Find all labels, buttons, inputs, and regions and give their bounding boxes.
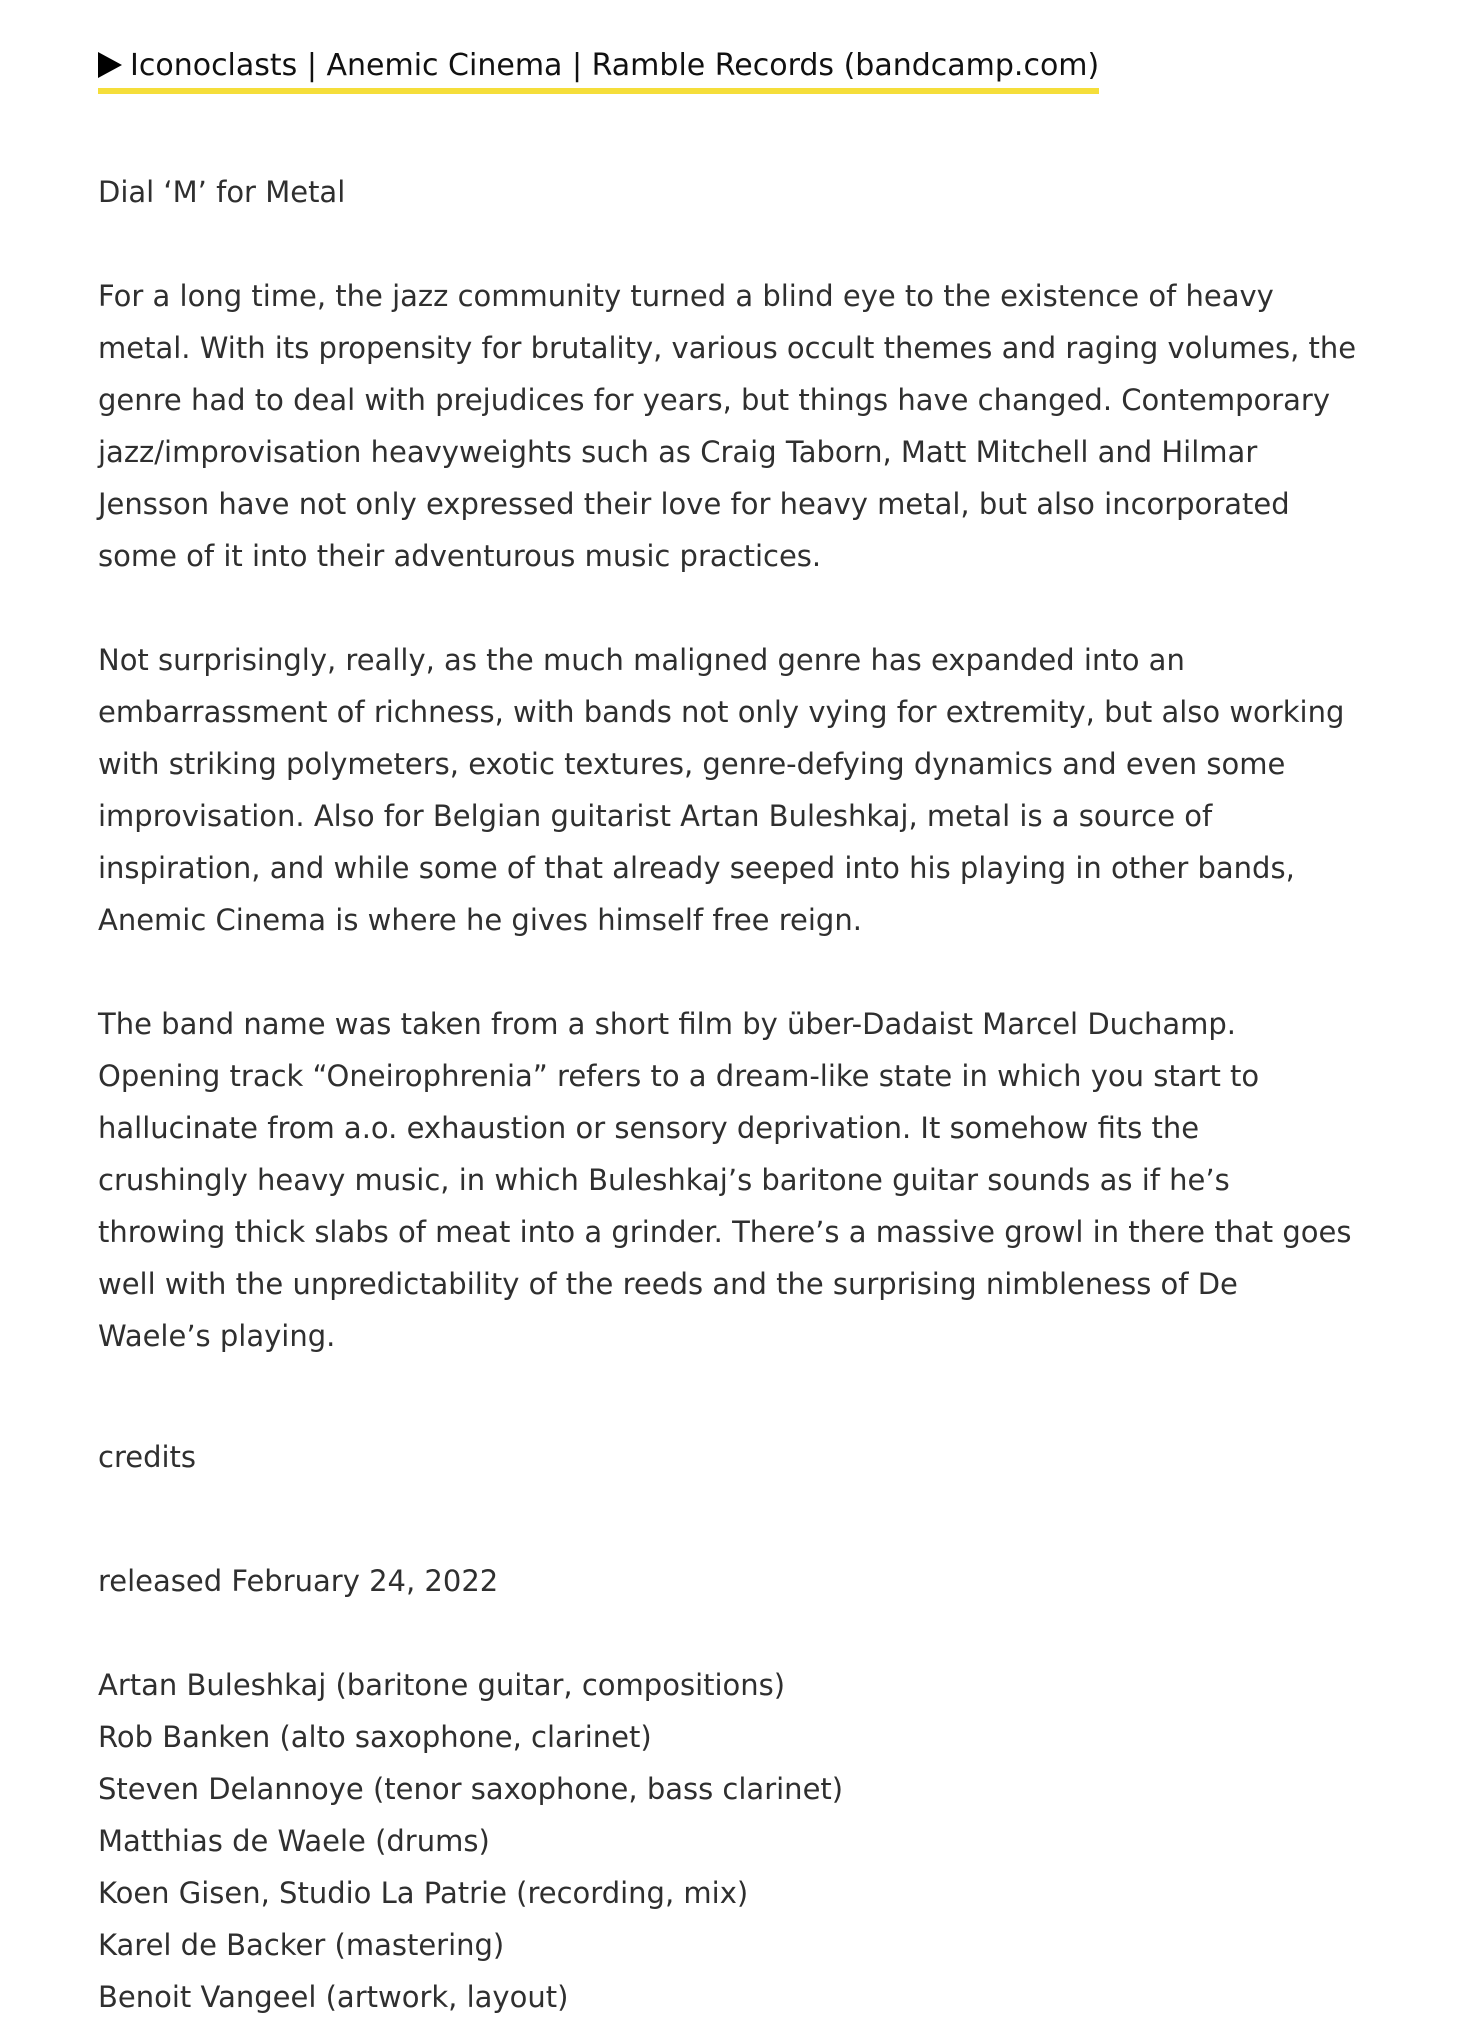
- credit-item: Steven Delannoye (tenor saxophone, bass clarinet): [98, 1772, 844, 1806]
- bandcamp-link[interactable]: [98, 44, 1099, 94]
- credits-list: [98, 1659, 1358, 2023]
- credit-item: Matthias de Waele (drums): [98, 1824, 490, 1858]
- article-paragraph: For a long time, the jazz community turned a blind eye to the existence of heavy metal. With its propensity for brutality, various occult themes and raging volumes, the genre had to deal with prejudices for years, but things have changed. Contemporary jazz/improvisation heavyweights such as Craig Taborn, Matt Mitchell and Hilmar Jensson have not only expressed their love for heavy metal, but also incorporated some of it into their adventurous music practices.: [98, 279, 1357, 573]
- article-subtitle: Dial ‘M’ for Metal: [98, 175, 346, 209]
- credit-item: Karel de Backer (mastering): [98, 1928, 505, 1962]
- article-paragraph: The band name was taken from a short film by über-Dadaist Marcel Duchamp. Opening track “Oneirophrenia” refers to a dream-like state in which you start to hallucinate from a.o. exhaustion or sensory deprivation. It somehow fits the crushingly heavy music, in which Buleshkaj’s baritone guitar sounds as if he’s throwing thick slabs of meat into a grinder. There’s a massive growl in there that goes well with the unpredictability of the reeds and the surprising nimbleness of De Waele’s playing.: [98, 1007, 1352, 1353]
- article-paragraph: Not surprisingly, really, as the much maligned genre has expanded into an embarrassment of richness, with bands not only vying for extremity, but also working with striking polymeters, exotic textures, genre-defying dynamics and even some improvisation. Also for Belgian guitarist Artan Buleshkaj, metal is a source of inspiration, and while some of that already seeped into his playing in other bands, Anemic Cinema is where he gives himself free reign.: [98, 643, 1345, 937]
- bandcamp-link-text: Iconoclasts | Anemic Cinema | Ramble Records (bandcamp.com): [130, 48, 1100, 83]
- release-date: released February 24, 2022: [98, 1564, 499, 1598]
- credit-item: Artan Buleshkaj (baritone guitar, compositions): [98, 1668, 786, 1702]
- credits-heading: credits: [98, 1440, 197, 1474]
- credit-item: Rob Banken (alto saxophone, clarinet): [98, 1720, 652, 1754]
- credit-item: Koen Gisen, Studio La Patrie (recording, mix): [98, 1876, 749, 1910]
- play-icon: [98, 52, 122, 78]
- credit-item: Benoit Vangeel (artwork, layout): [98, 1980, 569, 2014]
